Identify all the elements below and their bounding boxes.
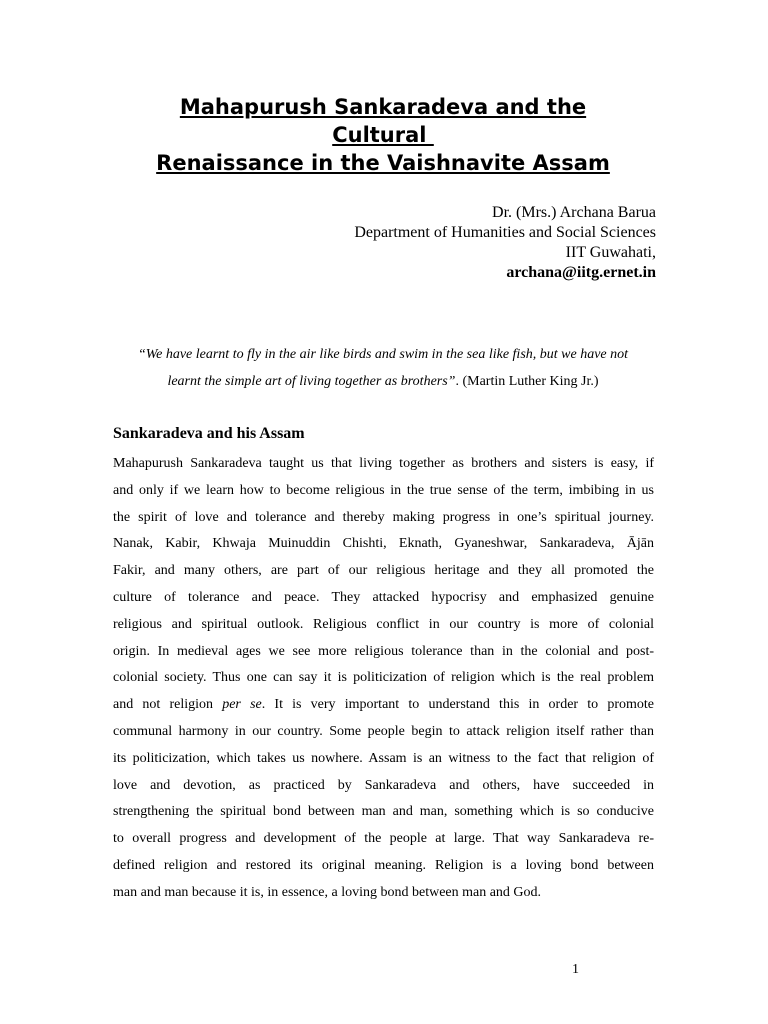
author-block xyxy=(354,203,656,283)
body-line: love and devotion, as practiced by Sankaradeva and others, have succeeded in xyxy=(113,777,654,793)
section-heading: Sankaradeva and his Assam xyxy=(113,425,305,442)
body-line: its politicization, which takes us nowhere. Assam is an witness to the fact that religion of xyxy=(113,750,654,766)
body-line: religious and spiritual outlook. Religious conflict in our country is more of colonial xyxy=(113,616,654,632)
body-paragraph xyxy=(113,451,654,907)
title-line-3: Renaissance in the Vaishnavite Assam xyxy=(156,151,610,175)
title-line-2: Cultural xyxy=(332,123,434,147)
body-line: to overall progress and development of the people at large. That way Sankaradeva re- xyxy=(113,831,654,847)
quote-line-1: “We have learnt to fly in the air like birds and swim in the sea like fish, but we have not xyxy=(137,347,629,362)
body-line: culture of tolerance and peace. They attacked hypocrisy and emphasized genuine xyxy=(113,589,654,605)
body-line: communal harmony in our country. Some people begin to attack religion itself rather than xyxy=(113,723,654,739)
author-institution: IIT Guwahati, xyxy=(565,244,656,261)
body-line-10-start: and not religion xyxy=(113,697,223,713)
body-line: defined religion and restored its original meaning. Religion is a loving bond between xyxy=(113,857,654,873)
quote-line-2-italic: learnt the simple art of living together as brothers” xyxy=(167,374,456,389)
quote-line-2 xyxy=(100,368,666,395)
body-line: strengthening the spiritual bond between man and man, something which is so conducive xyxy=(113,804,654,820)
quote-attribution: . (Martin Luther King Jr.) xyxy=(455,374,599,389)
body-line: origin. In medieval ages we see more religious tolerance than in the colonial and post- xyxy=(113,643,654,659)
author-name: Dr. (Mrs.) Archana Barua xyxy=(492,204,656,221)
author-email[interactable]: archana@iitg.ernet.in xyxy=(506,264,656,281)
body-line-last: man and man because it is, in essence, a loving bond between man and God. xyxy=(113,884,542,900)
body-line: Nanak, Kabir, Khwaja Muinuddin Chishti, Eknath, Gyaneshwar, Sankaradeva, Ājān xyxy=(113,536,654,552)
author-department: Department of Humanities and Social Sciences xyxy=(354,224,656,241)
body-line-10-end: . It is very important to understand this in order to promote xyxy=(261,697,655,713)
body-line: colonial society. Thus one can say it is politicization of religion which is the real problem xyxy=(113,670,654,686)
title-line-1: Mahapurush Sankaradeva and the xyxy=(179,95,587,119)
body-line: the spirit of love and tolerance and thereby making progress in one’s spiritual journey. xyxy=(113,509,654,525)
body-line: and only if we learn how to become religious in the true sense of the term, imbibing in us xyxy=(113,482,654,498)
body-line: Mahapurush Sankaradeva taught us that living together as brothers and sisters is easy, if xyxy=(113,456,654,471)
document-title xyxy=(100,93,666,177)
body-line: Fakir, and many others, are part of our religious heritage and they all promoted the xyxy=(113,563,654,579)
body-line-10-italic: per se xyxy=(222,697,262,713)
epigraph-quote xyxy=(100,341,666,395)
body-line-with-italic xyxy=(113,692,654,719)
page-number: 1 xyxy=(572,962,579,977)
